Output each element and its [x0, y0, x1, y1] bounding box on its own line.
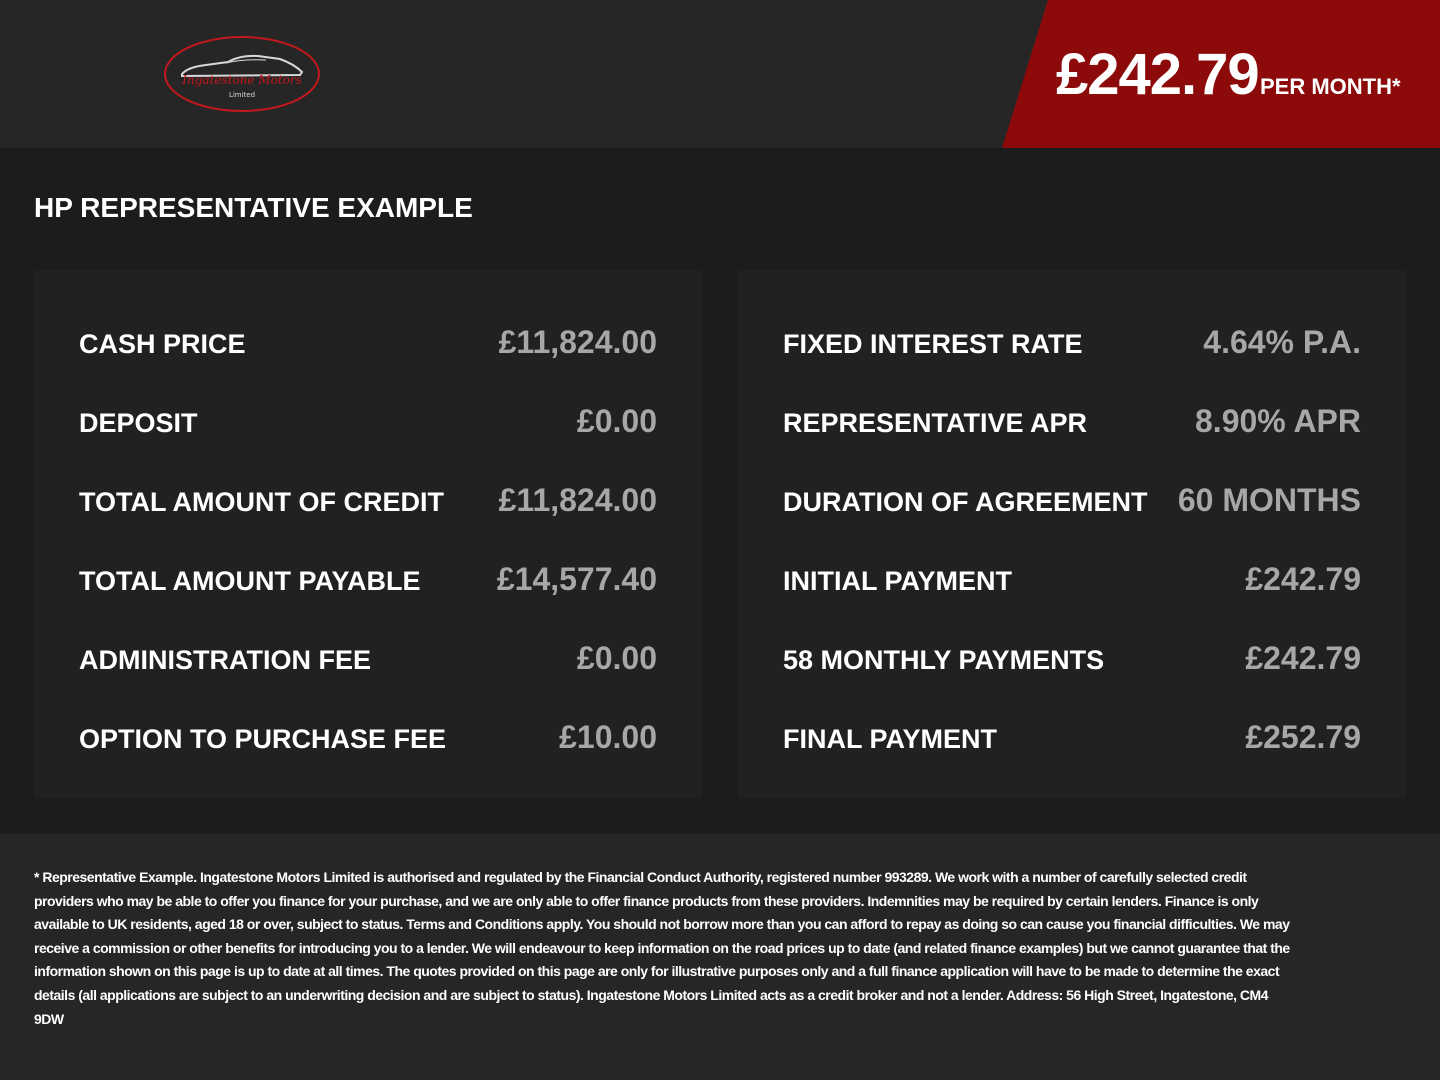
row-label: REPRESENTATIVE APR [783, 408, 1088, 438]
row-cash-price [79, 324, 657, 364]
disclaimer-text: * Representative Example. Ingatestone Motors Limited is authorised and regulated by the Financial Conduct Authority, registered number 993289. We work with a number of carefully selected credit providers who may be able to offer you finance for your purchase, and we are only able to offer finance products from these providers. Indemnities may be required by certain lenders. Finance is only available to UK residents, aged 18 or over, subject to status. Terms and Conditions apply. You should not borrow more than you can afford to repay as doing so can cause you financial difficulties. We may receive a commission or other benefits for introducing you to a lender. We will endeavour to keep information on the road prices up to date (and related finance examples) but we cannot guarantee that the information shown on this page is up to date at all times. The quotes provided on this page are only for illustrative purposes only and a full finance application will have to be made to determine the exact details (all applications are subject to an underwriting decision and are subject to status). Ingatestone Motors Limited acts as a credit broker and not a lender. Address: 56 High Street, Ingatestone, CM4 9DW [34, 869, 1290, 1027]
row-value: £11,824.00 [498, 324, 657, 360]
row-deposit [79, 403, 657, 443]
row-value: £0.00 [576, 640, 657, 676]
row-total-amount-payable [79, 561, 657, 601]
row-value: 4.64% P.A. [1203, 324, 1361, 360]
footer [0, 834, 1440, 1080]
row-fixed-interest-rate [783, 324, 1361, 364]
row-monthly-payments [783, 640, 1361, 680]
row-value: £0.00 [576, 403, 657, 439]
finance-panel-right [738, 270, 1406, 798]
row-label: INITIAL PAYMENT [783, 566, 1013, 596]
row-label: OPTION TO PURCHASE FEE [79, 724, 447, 754]
row-duration-of-agreement [783, 482, 1361, 522]
section-title: HP REPRESENTATIVE EXAMPLE [34, 192, 473, 223]
row-initial-payment [783, 561, 1361, 601]
per-month-label: PER MONTH* [1260, 74, 1401, 99]
logo-subtitle: Limited [228, 91, 256, 99]
row-label: TOTAL AMOUNT PAYABLE [79, 566, 421, 596]
row-value: £14,577.40 [496, 561, 657, 597]
row-label: CASH PRICE [79, 329, 246, 359]
row-total-amount-of-credit [79, 482, 657, 522]
row-label: TOTAL AMOUNT OF CREDIT [79, 487, 444, 517]
row-administration-fee [79, 640, 657, 680]
row-label: 58 MONTHLY PAYMENTS [783, 645, 1105, 675]
row-value: 60 MONTHS [1177, 482, 1361, 518]
logo-name: Ingatestone Motors [182, 73, 302, 87]
row-value: £252.79 [1245, 719, 1361, 755]
row-label: DEPOSIT [79, 408, 198, 438]
row-final-payment [783, 719, 1361, 759]
finance-panel-left [34, 270, 702, 798]
row-representative-apr [783, 403, 1361, 443]
row-value: £242.79 [1245, 640, 1361, 676]
row-label: FIXED INTEREST RATE [783, 329, 1083, 359]
row-option-to-purchase-fee [79, 719, 657, 759]
row-value: £242.79 [1245, 561, 1361, 597]
monthly-price: £242.79 [1056, 42, 1259, 107]
company-logo [162, 34, 322, 114]
row-value: 8.90% APR [1195, 403, 1361, 439]
row-value: £11,824.00 [498, 482, 657, 518]
row-label: DURATION OF AGREEMENT [783, 487, 1148, 517]
row-label: ADMINISTRATION FEE [79, 645, 371, 675]
row-label: FINAL PAYMENT [783, 724, 998, 754]
row-value: £10.00 [559, 719, 657, 755]
